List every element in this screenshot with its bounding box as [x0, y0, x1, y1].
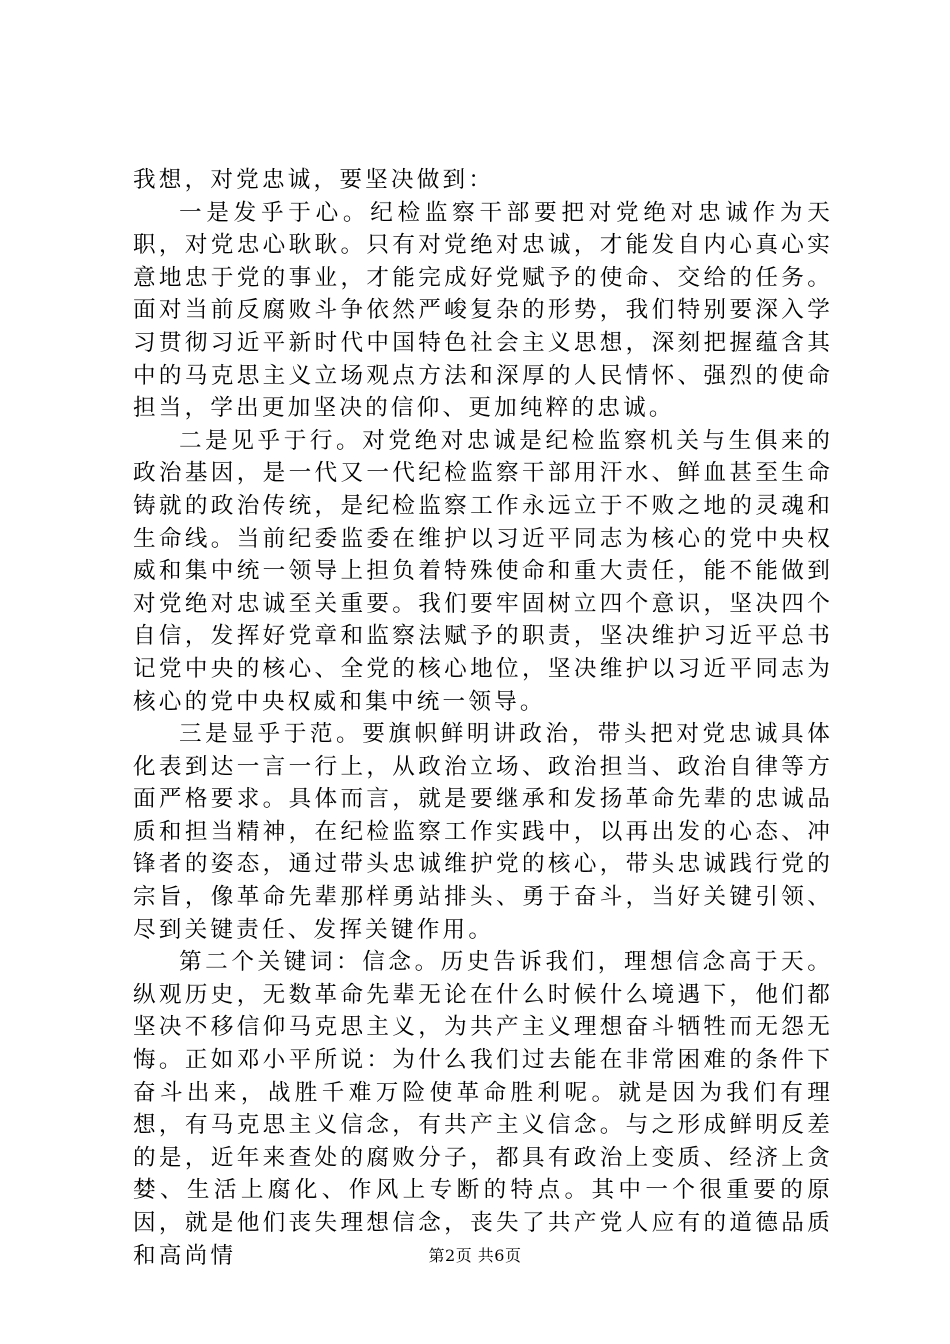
paragraph-intro: 我想，对党忠诚，要坚决做到： — [133, 167, 495, 193]
paragraph-third-point: 三是显乎于范。要旗帜鲜明讲政治，带头把对党忠诚具体化表到达一言一行上，从政治立场、政治担当、政治自律等方面严格要求。具体而言，就是要继承和发扬革命先辈的忠诚品质和担当精神，在纪检监察工作实践中，以再出发的心态、冲锋者的姿态，通过带头忠诚维护党的核心，带头忠诚践行党的宗旨，像革命先辈那样勇站排头、勇于奋斗，当好关键引领、尽到关键责任、发挥关键作用。 — [133, 721, 833, 943]
paragraph-second-keyword: 第二个关键词：信念。历史告诉我们，理想信念高于天。纵观历史，无数革命先辈无论在什么时候什么境遇下，他们都坚决不移信仰马克思主义，为共产主义理想奋斗牺牲而无怨无悔。正如邓小平所说：为什么我们过去能在非常困难的条件下奋斗出来，战胜千难万险使革命胜利呢。就是因为我们有理想，有马克思主义信念，有共产主义信念。与之形成鲜明反差的是，近年来查处的腐败分子，都具有政治上变质、经济上贪婪、生活上腐化、作风上专断的特点。其中一个很重要的原因，就是他们丧失理想信念，丧失了共产党人应有的道德品质和高尚情 — [133, 949, 833, 1269]
page-number-footer: 第2页 共6页 — [428, 1246, 522, 1265]
document-body — [133, 164, 833, 1272]
paragraph-first-point: 一是发乎于心。纪检监察干部要把对党绝对忠诚作为天职，对党忠心耿耿。只有对党绝对忠诚，才能发自内心真心实意地忠于党的事业，才能完成好党赋予的使命、交给的任务。面对当前反腐败斗争依然严峻复杂的形势，我们特别要深入学习贯彻习近平新时代中国特色社会主义思想，深刻把握蕴含其中的马克思主义立场观点方法和深厚的人民情怀、强烈的使命担当，学出更加坚决的信仰、更加纯粹的忠诚。 — [133, 199, 833, 422]
paragraph-second-point: 二是见乎于行。对党绝对忠诚是纪检监察机关与生俱来的政治基因，是一代又一代纪检监察干部用汗水、鲜血甚至生命铸就的政治传统，是纪检监察工作永远立于不败之地的灵魂和生命线。当前纪委监委在维护以习近平同志为核心的党中央权威和集中统一领导上担负着特殊使命和重大责任，能不能做到对党绝对忠诚至关重要。我们要牢固树立四个意识，坚决四个自信，发挥好党章和监察法赋予的职责，坚决维护习近平总书记党中央的核心、全党的核心地位，坚决维护以习近平同志为核心的党中央权威和集中统一领导。 — [133, 427, 833, 715]
